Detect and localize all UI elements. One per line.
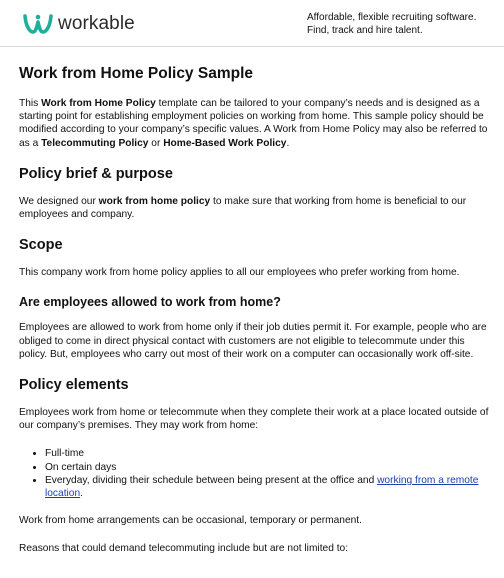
brief-text-1: We designed our xyxy=(19,195,99,207)
arrangements-paragraph: Work from home arrangements can be occasional, temporary or permanent. xyxy=(19,515,362,527)
document-body xyxy=(19,64,489,571)
work-options-list xyxy=(19,447,489,500)
workable-logo-icon xyxy=(23,13,53,35)
list-item: • Full-time xyxy=(45,447,489,460)
header-divider xyxy=(0,46,504,47)
logo-wordmark: workable xyxy=(58,13,135,34)
page-header xyxy=(0,0,504,44)
intro-paragraph xyxy=(19,97,489,150)
allowed-paragraph: Employees are allowed to work from home only if their job duties permit it. For example, people who are obliged to come in direct physical contact with customers are not eligible to telecommute under this policy. But, employees who carry out most of their work on a computer can occasionally work off-site. xyxy=(19,322,487,360)
list-item-text: Everyday, dividing their schedule between being present at the office and xyxy=(45,474,378,486)
intro-bold-3: Home-Based Work Policy xyxy=(163,137,287,149)
list-item-suffix: . xyxy=(80,488,83,500)
allowed-heading: Are employees allowed to work from home? xyxy=(19,295,281,310)
tagline-line-1: Affordable, flexible recruiting software. xyxy=(307,12,477,23)
reasons-paragraph: Reasons that could demand telecommuting include but are not limited to: xyxy=(19,543,349,555)
list-item xyxy=(45,474,489,500)
workable-logo[interactable] xyxy=(23,13,135,35)
brief-bold-1: work from home policy xyxy=(98,195,211,207)
intro-bold-1: Work from Home Policy xyxy=(41,98,156,109)
intro-text-2: template can be tailored to your company’s needs and is designed as a starting point for establishing employment policies on working from home. This sample policy should be modified according to your company’s specific values. A Work from Home Policy may also be referred to as a xyxy=(19,98,488,149)
intro-text-1: This xyxy=(19,98,42,109)
scope-heading: Scope xyxy=(19,237,63,254)
intro-text-4: . xyxy=(286,137,290,149)
remote-location-link[interactable]: working from a remote location xyxy=(45,474,479,500)
intro-text-3: or xyxy=(148,137,164,149)
intro-bold-2: Telecommuting Policy xyxy=(41,137,149,149)
tagline-line-2: Find, track and hire talent. xyxy=(307,25,423,36)
brief-text-2: to make sure that working from home is beneficial to our employees and company. xyxy=(19,195,467,221)
list-item: • On certain days xyxy=(45,461,489,474)
elements-heading: Policy elements xyxy=(19,377,129,394)
header-tagline xyxy=(307,11,476,37)
brief-heading: Policy brief & purpose xyxy=(19,165,173,182)
elements-paragraph: Employees work from home or telecommute when they complete their work at a place located outside of our company’s premises. They may work from home: xyxy=(19,407,489,432)
page-title: Work from Home Policy Sample xyxy=(19,65,253,82)
scope-paragraph: This company work from home policy applies to all our employees who prefer working from home. xyxy=(19,267,460,279)
brief-paragraph xyxy=(19,195,489,221)
